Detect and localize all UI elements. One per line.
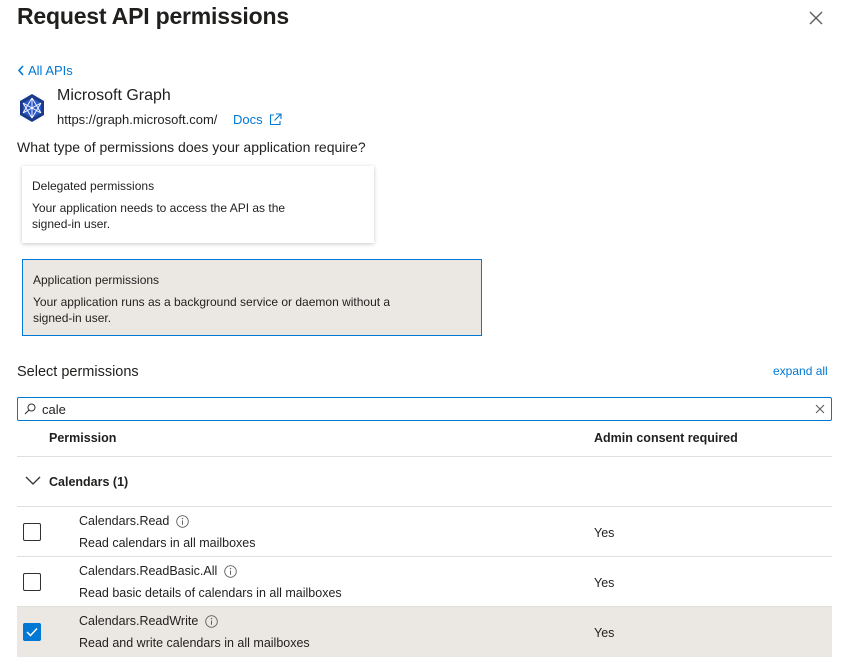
panel-title: Request API permissions (17, 3, 289, 29)
permission-name-text: Calendars.ReadWrite (79, 614, 199, 628)
admin-consent-value: Yes (594, 526, 615, 540)
docs-link[interactable] (233, 112, 282, 127)
permission-checkbox[interactable] (23, 523, 41, 541)
permission-description: Read basic details of calendars in all mailboxes (79, 586, 342, 600)
all-apis-link[interactable] (17, 63, 73, 78)
close-icon (806, 8, 826, 28)
admin-consent-value: Yes (594, 576, 615, 590)
permission-description: Read and write calendars in all mailboxes (79, 636, 310, 650)
card-description: signed-in user. (33, 311, 112, 325)
column-header-permission: Permission (49, 431, 117, 445)
clear-icon[interactable] (815, 404, 825, 414)
info-icon[interactable] (224, 565, 237, 578)
chevron-left-icon (17, 65, 25, 76)
checkmark-icon (26, 627, 38, 637)
info-icon[interactable] (205, 615, 218, 628)
permission-search-box (17, 397, 832, 421)
permission-name-text: Calendars.Read (79, 514, 170, 528)
table-row (17, 507, 832, 557)
table-row (17, 607, 832, 657)
expand-all-link[interactable]: expand all (773, 364, 828, 378)
permission-name (79, 564, 237, 578)
column-header-admin-consent: Admin consent required (594, 431, 738, 445)
card-title: Delegated permissions (32, 179, 155, 193)
delegated-permissions-card[interactable] (22, 166, 374, 243)
permission-description: Read calendars in all mailboxes (79, 536, 256, 550)
docs-label: Docs (233, 112, 263, 127)
info-icon[interactable] (176, 515, 189, 528)
group-row-calendars[interactable] (17, 457, 832, 507)
permission-name (79, 514, 189, 528)
search-icon (24, 403, 36, 415)
card-description: signed-in user. (32, 217, 111, 231)
microsoft-graph-logo (17, 93, 47, 123)
card-title: Application permissions (33, 273, 160, 287)
search-input[interactable] (42, 400, 802, 418)
select-permissions-label: Select permissions (17, 364, 139, 380)
external-link-icon (269, 113, 282, 126)
table-row (17, 557, 832, 607)
api-name: Microsoft Graph (57, 87, 171, 104)
api-url: https://graph.microsoft.com/ (57, 112, 218, 127)
application-permissions-card[interactable] (22, 259, 482, 336)
all-apis-label: All APIs (28, 63, 73, 78)
permission-name (79, 614, 218, 628)
card-description: Your application runs as a background service or daemon without a (33, 295, 391, 309)
group-label: Calendars (1) (49, 475, 129, 489)
card-description: Your application needs to access the API as the (32, 201, 286, 215)
chevron-down-icon (25, 476, 41, 486)
permission-type-question: What type of permissions does your application require? (17, 139, 366, 155)
close-button[interactable] (806, 8, 826, 28)
admin-consent-value: Yes (594, 626, 615, 640)
permission-name-text: Calendars.ReadBasic.All (79, 564, 218, 578)
permission-checkbox[interactable] (23, 623, 41, 641)
permission-checkbox[interactable] (23, 573, 41, 591)
